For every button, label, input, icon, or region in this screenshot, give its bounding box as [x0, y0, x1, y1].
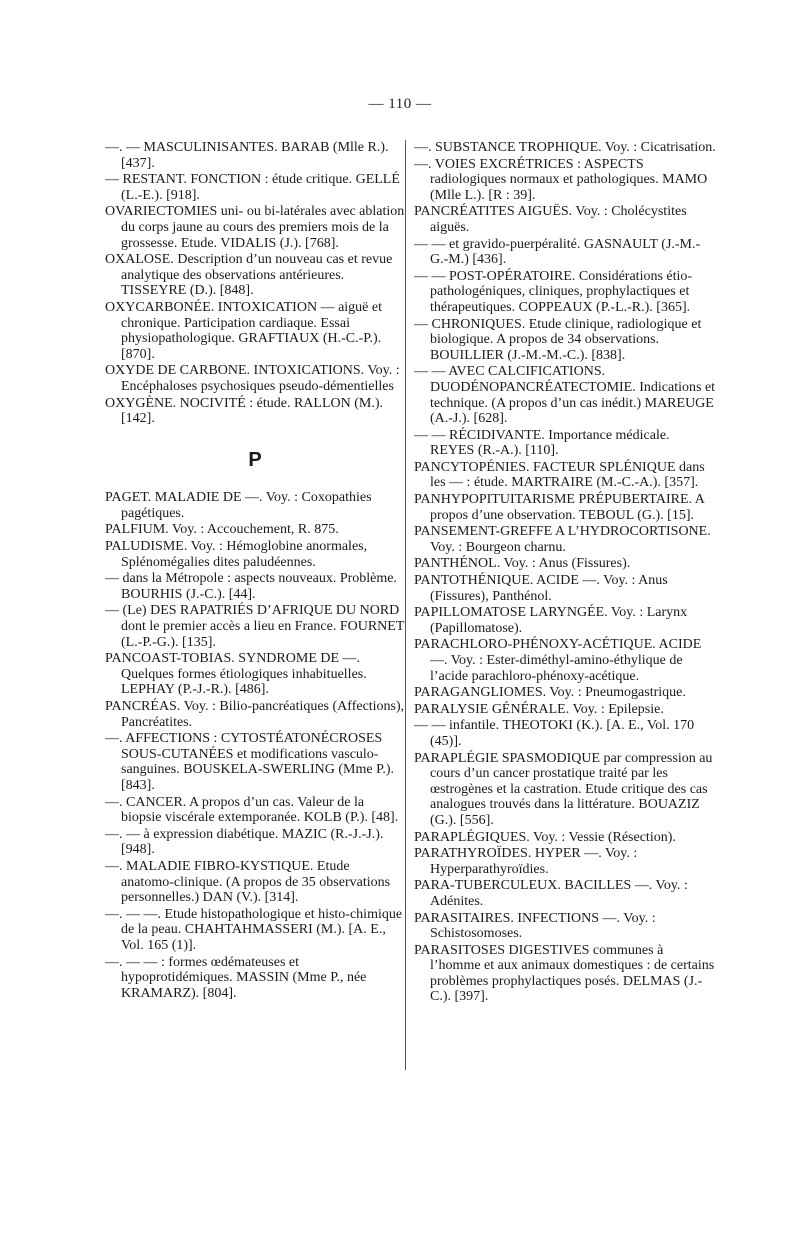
- index-entry: OVARIECTOMIES uni- ou bi-latérales avec ablation du corps jaune au cours des premiers mois de la grossesse. Etude. VIDALIS (J.). [768].: [105, 204, 405, 251]
- index-entry: PANCRÉATITES AIGUËS. Voy. : Cholécystites aiguës.: [414, 204, 687, 235]
- index-entry: —. CANCER. A propos d’un cas. Valeur de la biopsie viscérale extemporanée. KOLB (P.). [48].: [105, 794, 399, 826]
- index-entry: PAPILLOMATOSE LARYNGÉE. Voy. : Larynx (Papillomatose).: [414, 605, 688, 636]
- section-letter: P: [248, 448, 262, 471]
- index-entry: PANTOTHÉNIQUE. ACIDE —. Voy. : Anus (Fissures), Panthénol.: [414, 573, 668, 604]
- index-entry: —. VOIES EXCRÉTRICES : ASPECTS radiologiques normaux et pathologiques. MAMO (Mlle L.). [R : 39].: [414, 156, 708, 203]
- index-entry: PARAPLÉGIQUES. Voy. : Vessie (Résection).: [414, 829, 676, 845]
- index-entry: — CHRONIQUES. Etude clinique, radiologique et biologique. A propos de 34 observations. BOUILLIER (J.-M.-M.-C.). [838].: [414, 316, 702, 363]
- index-entry: PARASITAIRES. INFECTIONS —. Voy. : Schistosomoses.: [414, 910, 656, 942]
- index-entry: PARACHLORO-PHÉNOXY-ACÉTIQUE. ACIDE —. Voy. : Ester-diméthyl-amino-éthylique de l’acide parachloro-phénoxy-acétique.: [414, 637, 702, 684]
- index-entry: — (Le) DES RAPATRIÉS D’AFRIQUE DU NORD dont le premier accès a lieu en France. FOURNET (L.-P.-G.). [135].: [105, 603, 405, 650]
- index-entry: —. — — : formes œdémateuses et hypoprotidémiques. MASSIN (Mme P., née KRAMARZ). [804].: [105, 954, 367, 1001]
- index-entry: — — infantile. THEOTOKI (K.). [A. E., Vol. 170 (45)].: [414, 718, 695, 749]
- index-entry: PAGET. MALADIE DE —. Voy. : Coxopathies pagétiques.: [105, 490, 372, 521]
- index-entry: — — AVEC CALCIFICATIONS. DUODÉNOPANCRÉATECTOMIE. Indications et technique. (A propos d’un cas inédit.) MAREUGE (A.-J.). [628].: [414, 364, 716, 427]
- index-entry: PARAPLÉGIE SPASMODIQUE par compression au cours d’un cancer prostatique traité par les œstrogènes et la castration. Etude critique des cas analogues trouvés dans la littérature. BOUAZIZ (G.). [556].: [414, 750, 713, 828]
- page-number: — 110 —: [368, 96, 432, 112]
- index-entry: OXYDE DE CARBONE. INTOXICATIONS. Voy. : Encéphaloses psychosiques pseudo-démentielles: [105, 363, 400, 394]
- index-entry: PANTHÉNOL. Voy. : Anus (Fissures).: [414, 556, 631, 572]
- index-entry: — — et gravido-puerpéralité. GASNAULT (J.-M.-G.-M.) [436].: [414, 236, 701, 268]
- index-entry: —. — MASCULINISANTES. BARAB (Mlle R.). [437].: [105, 140, 389, 171]
- index-entry: PARA-TUBERCULEUX. BACILLES —. Voy. : Adénites.: [414, 878, 688, 909]
- index-entry: — — RÉCIDIVANTE. Importance médicale. REYES (R.-A.). [110].: [414, 427, 670, 459]
- index-entry: OXALOSE. Description d’un nouveau cas et revue analytique des observations antérieures. TISSEYRE (D.). [848].: [105, 252, 393, 299]
- index-entry: — dans la Métropole : aspects nouveaux. Problème. BOURHIS (J.-C.). [44].: [105, 571, 397, 602]
- index-entry: PARAGANGLIOMES. Voy. : Pneumogastrique.: [414, 685, 686, 701]
- left-column: [105, 140, 405, 1002]
- index-entry: — RESTANT. FONCTION : étude critique. GELLÉ (L.-E.). [918].: [105, 172, 400, 203]
- column-divider: [405, 140, 406, 1070]
- index-entry: OXYGÈNE. NOCIVITÉ : étude. RALLON (M.). [142].: [105, 395, 384, 427]
- index-entry: —. MALADIE FIBRO-KYSTIQUE. Etude anatomo-clinique. (A propos de 35 observations personnelles.) DAN (V.). [314].: [105, 858, 391, 906]
- index-entry: PANHYPOPITUITARISME PRÉPUBERTAIRE. A propos d’une observation. TEBOUL (G.). [15].: [414, 492, 705, 523]
- index-entry: PANCRÉAS. Voy. : Bilio-pancréatiques (Affections), Pancréatites.: [105, 699, 405, 730]
- index-entry: PALFIUM. Voy. : Accouchement, R. 875.: [105, 522, 339, 538]
- index-entry: PANCYTOPÉNIES. FACTEUR SPLÉNIQUE dans les — : étude. MARTRAIRE (M.-C.-A.). [357].: [414, 459, 705, 491]
- index-entry: PARATHYROÏDES. HYPER —. Voy. : Hyperparathyroïdies.: [414, 846, 638, 877]
- index-entry: —. — à expression diabétique. MAZIC (R.-J.-J.). [948].: [105, 826, 384, 858]
- index-entry: —. AFFECTIONS : CYTOSTÉATONÉCROSES SOUS-CUTANÉES et modifications vasculo-sanguines. BOUSKELA-SWERLING (Mme P.). [843].: [105, 731, 394, 793]
- index-entry: PALUDISME. Voy. : Hémoglobine anormales, Splénomégalies dites paludéennes.: [105, 539, 368, 570]
- right-column: [414, 140, 716, 1006]
- index-entry: PARASITOSES DIGESTIVES communes à l’homme et aux animaux domestiques : de certains problèmes prophylactiques posés. DELMAS (J.-C.). [397].: [414, 942, 715, 1005]
- index-entry: — — POST-OPÉRATOIRE. Considérations étio-pathologéniques, cliniques, prophylactiques et thérapeutiques. COPPEAUX (P.-L.-R.). [365].: [414, 268, 693, 315]
- index-entry: PANCOAST-TOBIAS. SYNDROME DE —. Quelques formes étiologiques inhabituelles. LEPHAY (P.-J.-R.). [486].: [105, 651, 367, 698]
- index-entry: —. SUBSTANCE TROPHIQUE. Voy. : Cicatrisation.: [414, 140, 716, 155]
- index-entry: —. — —. Etude histopathologique et histo-chimique de la peau. CHAHTAHMASSERI (M.). [A. E., Vol. 165 (1)].: [105, 906, 403, 953]
- index-entry: PANSEMENT-GREFFE A L’HYDROCORTISONE. Voy. : Bourgeon charnu.: [414, 524, 711, 555]
- index-entry: OXYCARBONÉE. INTOXICATION — aiguë et chronique. Participation cardiaque. Essai physiopathologique. GRAFTIAUX (H.-C.-P.). [870].: [105, 299, 382, 362]
- index-entry: PARALYSIE GÉNÉRALE. Voy. : Epilepsie.: [414, 701, 664, 717]
